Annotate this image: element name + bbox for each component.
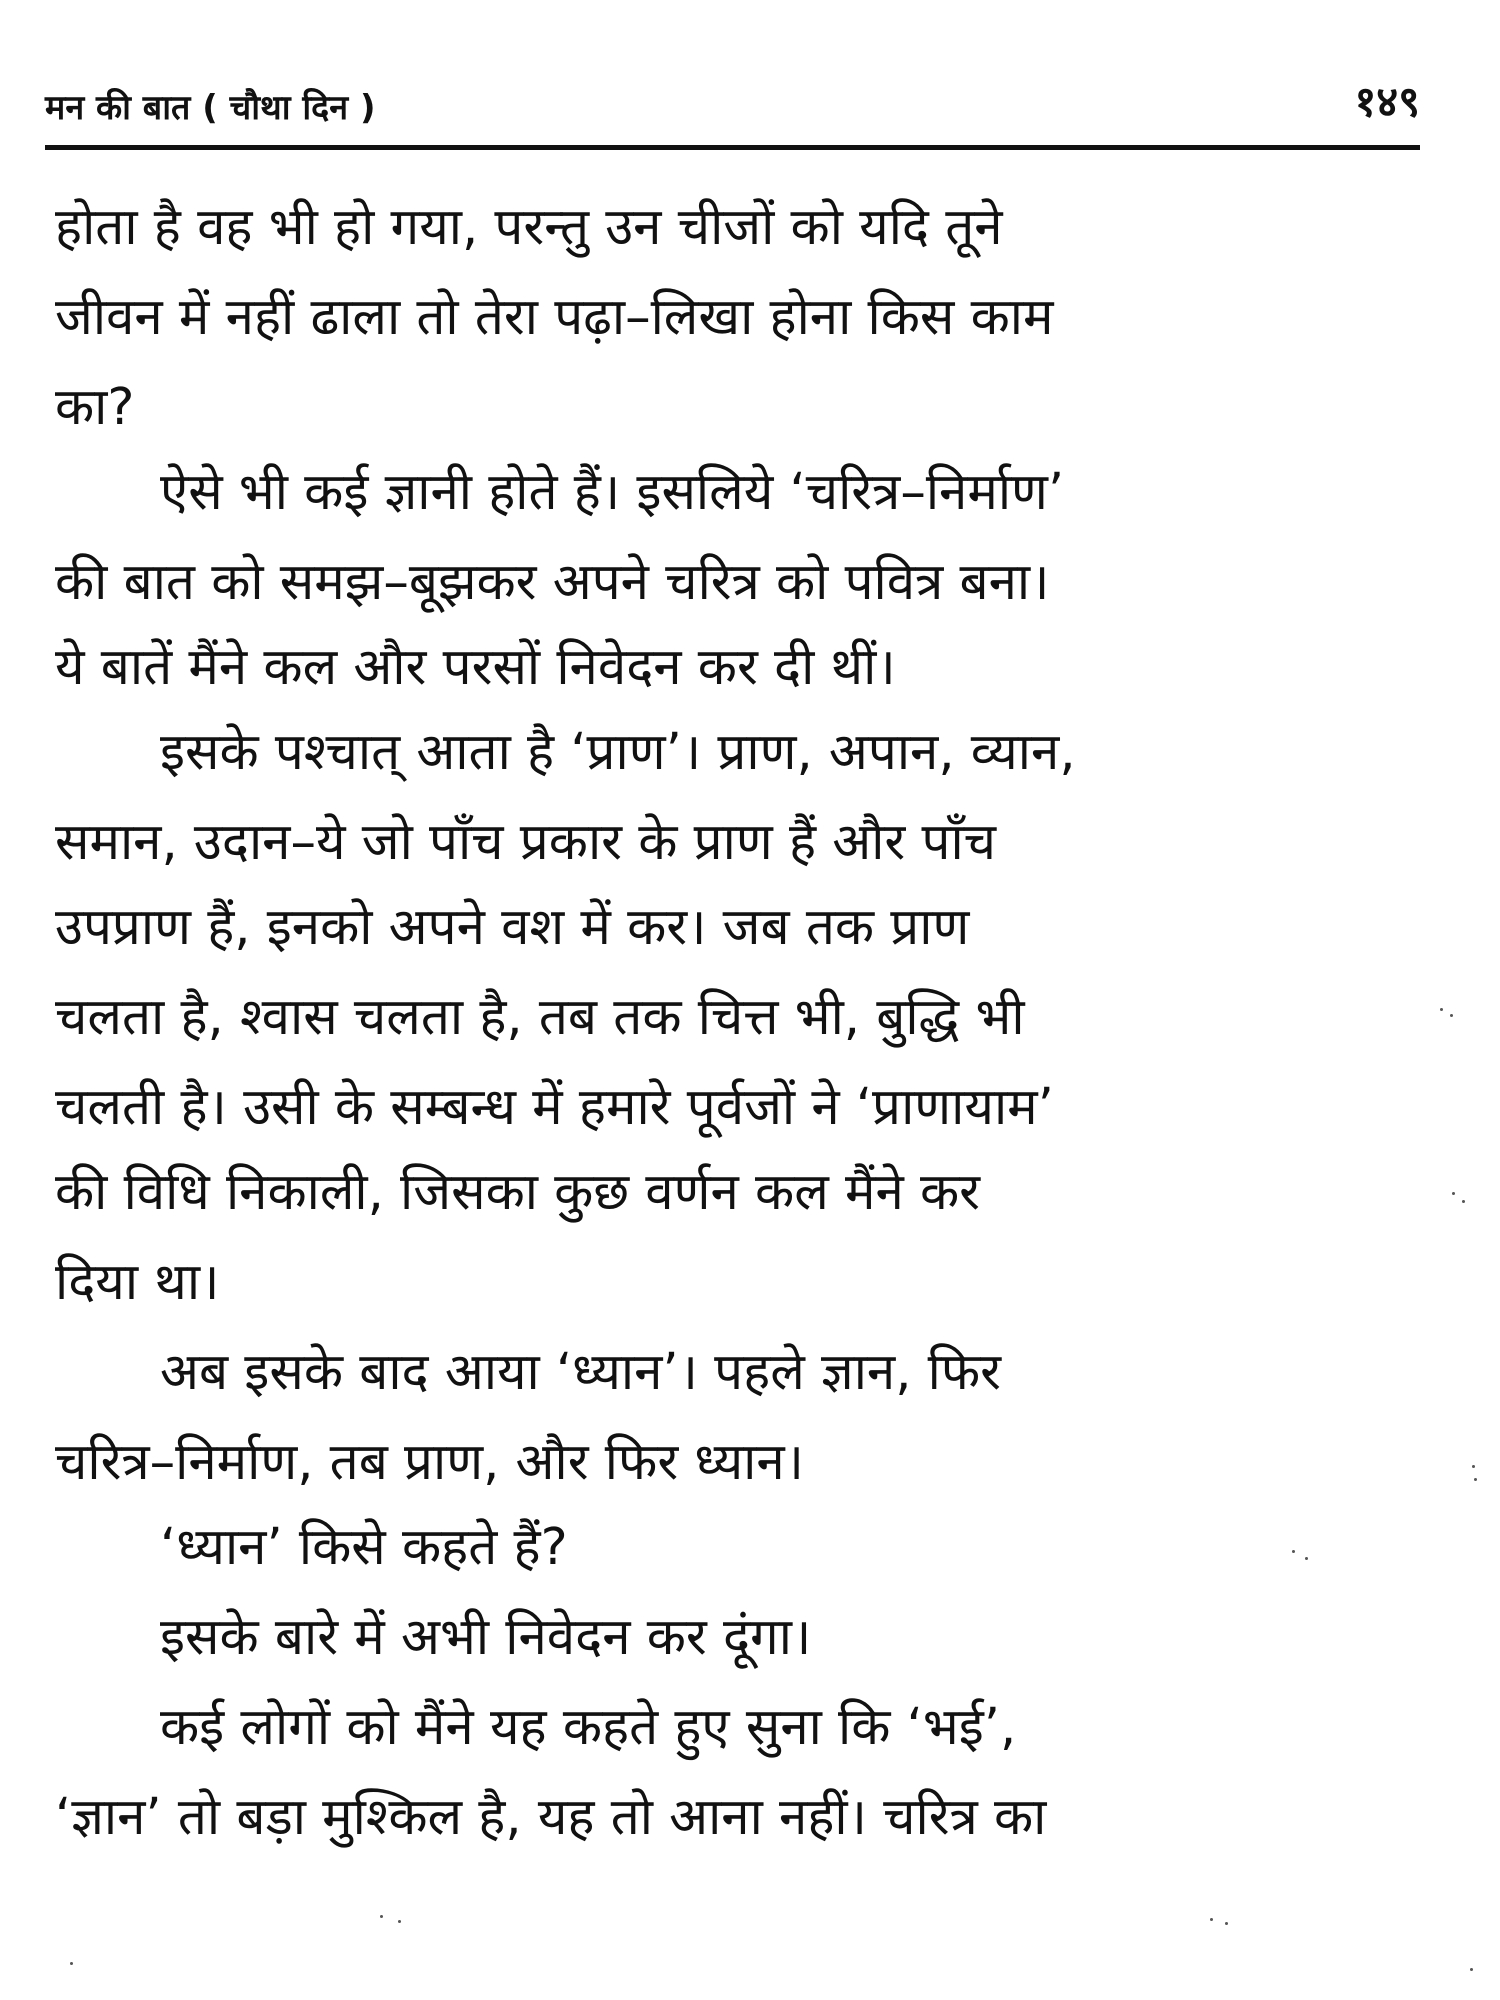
scan-speckle bbox=[398, 1920, 401, 1923]
scan-speckle bbox=[1225, 1922, 1228, 1925]
text-line: दिया था। bbox=[55, 1253, 220, 1312]
scan-speckle bbox=[1450, 1014, 1453, 1017]
text-line: का? bbox=[55, 378, 135, 437]
page-header bbox=[45, 77, 1420, 134]
paragraph-start-line: ‘ध्यान’ किसे कहते हैं? bbox=[160, 1518, 568, 1577]
page-number: १४९ bbox=[1354, 77, 1420, 126]
scan-speckle bbox=[1474, 1478, 1477, 1481]
paragraph-start-line: इसके पश्चात् आता है ‘प्राण’। प्राण, अपान, व्यान, bbox=[160, 723, 1076, 782]
header-rule bbox=[45, 145, 1420, 150]
paragraph-start-line: कई लोगों को मैंने यह कहते हुए सुना कि ‘भई’, bbox=[160, 1698, 1017, 1757]
text-line: चलती है। उसी के सम्बन्ध में हमारे पूर्वजों ने ‘प्राणायाम’ bbox=[55, 1078, 1054, 1137]
text-line: जीवन में नहीं ढाला तो तेरा पढ़ा–लिखा होना किस काम bbox=[55, 288, 1054, 347]
scan-speckle bbox=[1472, 1465, 1475, 1468]
text-line: चलता है, श्वास चलता है, तब तक चित्त भी, बुद्धि भी bbox=[55, 988, 1025, 1047]
text-line: उपप्राण हैं, इनको अपने वश में कर। जब तक प्राण bbox=[55, 898, 970, 957]
text-line: ये बातें मैंने कल और परसों निवेदन कर दी थीं। bbox=[55, 638, 896, 697]
scan-speckle bbox=[380, 1915, 383, 1918]
paragraph-start-line: इसके बारे में अभी निवेदन कर दूंगा। bbox=[160, 1608, 812, 1667]
text-line: की विधि निकाली, जिसका कुछ वर्णन कल मैंने कर bbox=[55, 1163, 981, 1222]
text-line: की बात को समझ–बूझकर अपने चरित्र को पवित्र बना। bbox=[55, 553, 1050, 612]
paragraph-start-line: अब इसके बाद आया ‘ध्यान’। पहले ज्ञान, फिर bbox=[160, 1343, 1002, 1402]
text-line: चरित्र–निर्माण, तब प्राण, और फिर ध्यान। bbox=[55, 1433, 804, 1492]
scan-speckle bbox=[1462, 1200, 1465, 1203]
scan-speckle bbox=[1292, 1550, 1295, 1553]
text-line: होता है वह भी हो गया, परन्तु उन चीजों को यदि तूने bbox=[55, 198, 1003, 257]
scan-speckle bbox=[1210, 1918, 1213, 1921]
scan-speckle bbox=[1305, 1557, 1308, 1560]
scan-speckle bbox=[1470, 1968, 1473, 1971]
scan-speckle bbox=[1452, 1192, 1455, 1195]
paragraph-start-line: ऐसे भी कई ज्ञानी होते हैं। इसलिये ‘चरित्र–निर्माण’ bbox=[160, 463, 1065, 522]
scan-speckle bbox=[70, 1962, 73, 1965]
running-head: मन की बात ( चौथा दिन ) bbox=[45, 88, 376, 128]
scan-speckle bbox=[1440, 1008, 1443, 1011]
text-line: समान, उदान–ये जो पाँच प्रकार के प्राण हैं और पाँच bbox=[55, 813, 997, 872]
text-line: ‘ज्ञान’ तो बड़ा मुश्किल है, यह तो आना नहीं। चरित्र का bbox=[55, 1788, 1047, 1847]
